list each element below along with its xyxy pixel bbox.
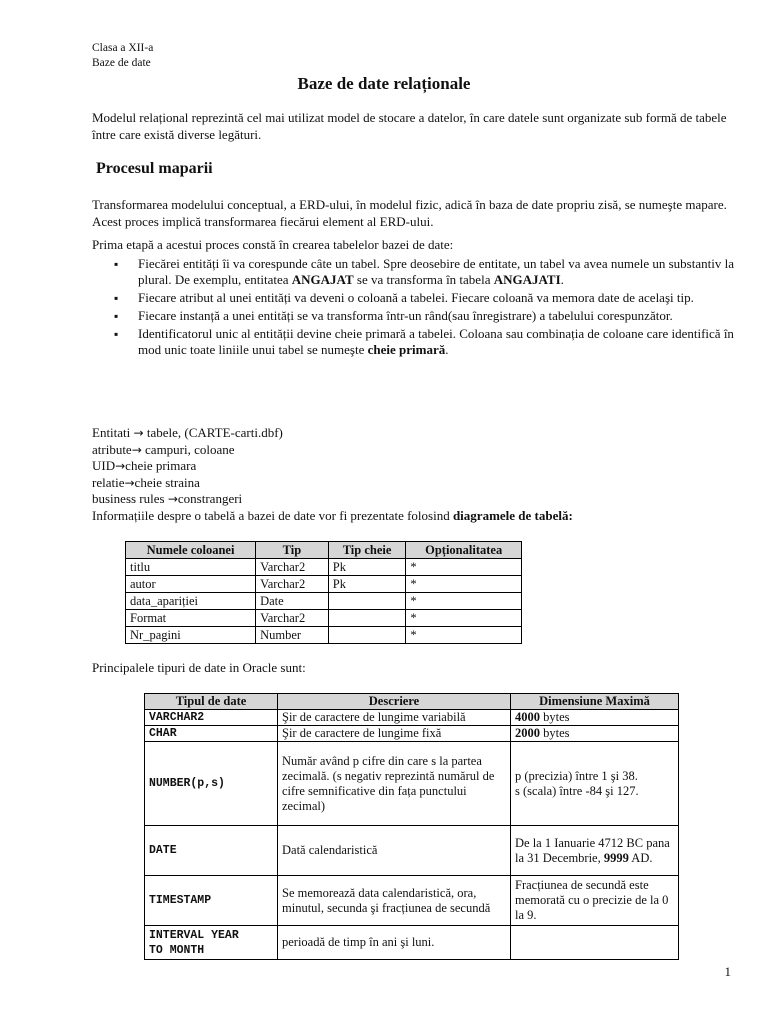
mapping-list [92,425,573,524]
arrow-icon: → [115,459,126,473]
table-row: titlu Varchar2 Pk * [126,559,522,576]
arrow-icon: → [131,442,142,457]
diagram-intro: Informațiile despre o tabelă a bazei de date vor fi prezentate folosind diagramele de tabelă: [92,507,573,523]
section-title: Procesul maparii [96,160,213,177]
mapping-attributes: atribute→ campuri, coloane [92,441,235,457]
table-header: Tipul de date [145,694,278,710]
intro-paragraph: Modelul relațional reprezintă cel mai utilizat model de stocare a datelor, în care datele sunt organizate sub formă de tabele între care există diverse legături. [92,110,727,142]
header-class: Clasa a XII-a [92,42,154,54]
table-row: Format Varchar2 * [126,610,522,627]
table-row: NUMBER(p,s) Număr având p cifre din care s la partea zecimală. (s negativ reprezintă numărul de cifre semnificative din fața punctului zecimal) p (precizia) între 1 şi 38. s (scala) între -84 şi 127. [145,742,679,826]
header-subject: Baze de date [92,57,151,69]
mapping-uid: UID→cheie primara [92,458,197,473]
table-row: VARCHAR2 Şir de caractere de lungime variabilă 4000 bytes [145,710,679,726]
arrow-icon: → [124,475,135,490]
table-header: Tip cheie [328,542,406,559]
table-diagram [125,541,522,644]
paragraph-mapping: Transformarea modelului conceptual, a ERD-ului, în modelul fizic, adică în baza de date propriu zisă, se numeşte mapare. Acest proces implică transformarea fiecărui element al ERD-ului. [92,197,727,229]
table-header: Opționalitatea [406,542,522,559]
bullet-item-instance: ▪ Fiecare instanță a unei entități se va transforma într-un rând(sau înregistrare) a tabelului corespunzător. [92,308,736,324]
bullet-item-identifier: ▪ Identificatorul unic al entității devine cheie primară a tabelei. Coloana sau combinația de coloane care identifică în mod unic toate liniile unui tabel se numeşte cheie primară. [92,326,736,358]
table-row: TIMESTAMP Se memorează data calendaristică, ora, minutul, secunda şi fracțiunea de secundă Fracțiunea de secundă este memorată cu o precizie de la 0 la 9. [145,876,679,926]
table-row: Nr_pagini Number * [126,627,522,644]
table-row: autor Varchar2 Pk * [126,576,522,593]
page-number: 1 [724,964,731,979]
paragraph-first-step: Prima etapă a acestui proces constă în crearea tabelelor bazei de date: [92,237,454,252]
bullet-item-attribute: ▪ Fiecare atribut al unei entități va deveni o coloană a tabelei. Fiecare coloană va memora date de acelaşi tip. [92,290,736,306]
table-header: Dimensiune Maximă [511,694,679,710]
table-header: Descriere [278,694,511,710]
mapping-business-rules: business rules →constrangeri [92,491,243,506]
arrow-icon: → [167,492,178,506]
table-header: Tip [256,542,329,559]
table-header: Numele coloanei [126,542,256,559]
types-intro: Principalele tipuri de date in Oracle sunt: [92,660,306,675]
bullet-list [92,256,736,360]
arrow-icon: → [133,426,144,440]
table-row: INTERVAL YEAR TO MONTH perioadă de timp în ani şi luni. [145,926,679,960]
table-row: CHAR Şir de caractere de lungime fixă 2000 bytes [145,726,679,742]
page-title: Baze de date relaționale [297,74,471,93]
table-row: data_apariției Date * [126,593,522,610]
mapping-entities: Entitati → tabele, (CARTE-carti.dbf) [92,425,283,440]
page-header [92,41,153,71]
mapping-relation: relatie→cheie straina [92,474,200,490]
table-row: DATE Dată calendaristică De la 1 Ianuarie 4712 BC pana la 31 Decembrie, 9999 AD. [145,826,679,876]
bullet-item-entity: ▪ Fiecărei entități îi va corespunde câte un tabel. Spre deosebire de entitate, un tabel va avea numele un substantiv la plural. De exemplu, entitatea ANGAJAT se va transforma în tabela ANGAJATI. [92,256,736,288]
table-oracle-types [144,693,679,960]
